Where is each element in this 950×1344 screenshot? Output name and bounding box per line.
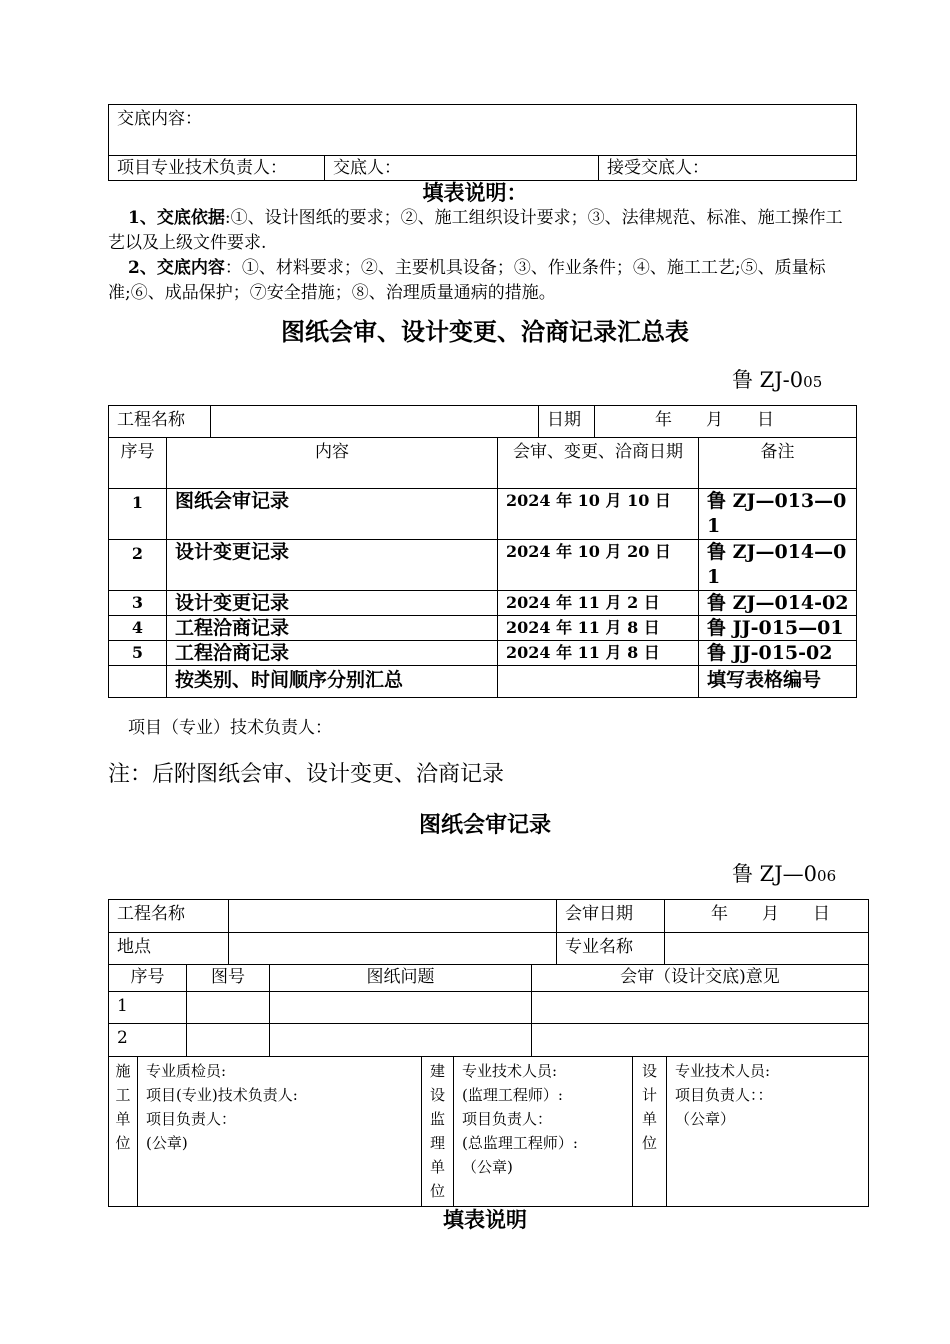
header-date	[498, 438, 699, 489]
supervision-line: （公章)	[462, 1158, 513, 1176]
supervision-line: (总监理工程师）:	[462, 1134, 578, 1152]
table-row	[109, 591, 857, 616]
design-line: 专业技术人员:	[675, 1062, 771, 1080]
unit-char: 单	[429, 1158, 445, 1176]
construction-unit-label	[109, 1057, 138, 1207]
review-header-row	[109, 965, 869, 992]
review-row-drawing	[187, 992, 270, 1024]
tech-lead-label: 项目专业技术负责人：	[117, 158, 287, 178]
review-row-issue	[270, 1024, 532, 1057]
tech-lead-cell	[109, 156, 325, 181]
row-content: 工程洽商记录	[167, 641, 498, 666]
construction-line: 专业质检员:	[146, 1062, 227, 1080]
discipline-value	[665, 933, 869, 965]
row-content: 设计变更记录	[167, 540, 498, 591]
review-footer-heading: 填表说明	[443, 1207, 527, 1232]
review-header-issue: 图纸问题	[270, 965, 532, 992]
handover-table	[108, 104, 857, 181]
row-content: 设计变更记录	[167, 591, 498, 616]
supervision-line: (监理工程师）:	[462, 1086, 563, 1104]
review-row-no: 2	[109, 1024, 187, 1057]
review-row-opinion	[532, 992, 869, 1024]
project-name-label: 工程名称	[117, 410, 185, 430]
row-note: 鲁 ZJ—014—01	[699, 540, 857, 591]
row-note: 填写表格编号	[699, 666, 857, 698]
item2-lead: 2、交底内容	[128, 258, 225, 278]
unit-char: 位	[115, 1134, 131, 1152]
row-date: 2024 年 11 月 8 日	[498, 641, 699, 666]
unit-char: 理	[429, 1134, 445, 1152]
project-name-value	[211, 406, 539, 438]
design-line: 项目负责人：：	[675, 1086, 773, 1104]
row-note: 鲁 ZJ—014-02	[699, 591, 857, 616]
row-note: 鲁 JJ-015—01	[699, 616, 857, 641]
item2-text: ：①、材料要求；②、主要机具设备；③、作业条件；④、施工工艺;⑤、质量标准;⑥、成品保护；⑦安全措施；⑧、治理质量通病的措施。	[108, 258, 826, 303]
review-header-table	[108, 899, 869, 965]
handover-content-cell	[109, 105, 857, 156]
row-content: 图纸会审记录	[167, 489, 498, 540]
presenter-cell	[325, 156, 599, 181]
supervision-line: 专业技术人员:	[462, 1062, 558, 1080]
header-content	[167, 438, 498, 489]
date-label-cell	[539, 406, 595, 438]
row-date: 2024 年 10 月 10 日	[498, 489, 699, 540]
row-date	[498, 666, 699, 698]
row-date: 2024 年 10 月 20 日	[498, 540, 699, 591]
review-code-sub: 06	[817, 867, 837, 885]
construction-line: 项目(专业)技术负责人:	[146, 1086, 298, 1104]
unit-char: 设	[641, 1062, 657, 1080]
header-no	[109, 438, 167, 489]
review-date-label-cell	[557, 900, 665, 933]
supervision-signatures	[454, 1057, 633, 1207]
review-form-code	[732, 860, 836, 890]
summary-code-main: 鲁 ZJ-0	[732, 368, 804, 392]
instructions-item-1	[108, 206, 858, 256]
receiver-label: 接受交底人：	[607, 158, 709, 178]
review-project-value	[229, 900, 557, 933]
row-note: 鲁 JJ-015-02	[699, 641, 857, 666]
unit-char: 施	[115, 1062, 131, 1080]
review-date-value-cell	[665, 900, 869, 933]
summary-title: 图纸会审、设计变更、洽商记录汇总表	[281, 317, 689, 346]
row-date: 2024 年 11 月 8 日	[498, 616, 699, 641]
summary-code-sub: 05	[803, 373, 823, 391]
review-code-main: 鲁 ZJ—0	[732, 862, 818, 886]
unit-char: 设	[429, 1086, 445, 1104]
row-no: 3	[109, 591, 167, 616]
supervision-unit-label	[422, 1057, 454, 1207]
review-row-issue	[270, 992, 532, 1024]
table-row	[109, 616, 857, 641]
unit-char: 单	[641, 1110, 657, 1128]
review-date-value: 年 月 日	[711, 904, 830, 924]
table-row	[109, 666, 857, 698]
header-note-text: 备注	[760, 442, 795, 462]
review-row-opinion	[532, 1024, 869, 1057]
table-row	[109, 540, 857, 591]
row-no	[109, 666, 167, 698]
instructions-item-2	[108, 256, 858, 306]
unit-char: 工	[115, 1086, 131, 1104]
receiver-cell	[599, 156, 857, 181]
instructions-heading: 填表说明：	[422, 180, 528, 205]
table-row	[109, 992, 869, 1024]
summary-signer: 项目（专业）技术负责人：	[128, 718, 332, 738]
design-line: （公章）	[675, 1110, 736, 1128]
signature-table	[108, 1056, 869, 1207]
table-row	[109, 489, 857, 540]
unit-char: 单	[115, 1110, 131, 1128]
supervision-line: 项目负责人：	[462, 1110, 553, 1128]
row-no: 5	[109, 641, 167, 666]
location-value	[229, 933, 557, 965]
row-content: 按类别、时间顺序分别汇总	[167, 666, 498, 698]
summary-note: 注：后附图纸会审、设计变更、洽商记录	[108, 762, 505, 787]
review-issues-table	[108, 964, 869, 1057]
row-no: 4	[109, 616, 167, 641]
header-content-text: 内容	[315, 442, 349, 462]
project-name-label-cell	[109, 406, 211, 438]
table-row	[109, 1024, 869, 1057]
review-header-no: 序号	[109, 965, 187, 992]
row-date: 2024 年 11 月 2 日	[498, 591, 699, 616]
construction-signatures	[138, 1057, 422, 1207]
date-label: 日期	[547, 410, 581, 430]
review-project-label-cell	[109, 900, 229, 933]
item1-lead: 1、交底依据	[128, 208, 225, 228]
presenter-label: 交底人：	[333, 158, 401, 178]
discipline-label: 专业名称	[565, 937, 633, 957]
row-no: 1	[109, 489, 167, 540]
summary-header-row	[109, 438, 857, 489]
review-row-no: 1	[109, 992, 187, 1024]
discipline-label-cell	[557, 933, 665, 965]
review-project-label: 工程名称	[117, 904, 185, 924]
review-header-opinion: 会审（设计交底)意见	[532, 965, 869, 992]
handover-content-label: 交底内容：	[117, 109, 202, 129]
unit-char: 位	[641, 1134, 657, 1152]
review-date-label: 会审日期	[565, 904, 633, 924]
construction-line: 项目负责人：	[146, 1110, 237, 1128]
summary-header-table	[108, 405, 857, 438]
header-note	[699, 438, 857, 489]
summary-form-code	[732, 366, 822, 396]
unit-char: 位	[429, 1182, 445, 1200]
review-row-drawing	[187, 1024, 270, 1057]
design-signatures	[667, 1057, 869, 1207]
location-label: 地点	[117, 937, 151, 957]
header-date-text: 会审、变更、洽商日期	[513, 442, 683, 462]
row-content: 工程洽商记录	[167, 616, 498, 641]
header-no-text: 序号	[120, 442, 155, 462]
date-value: 年 月 日	[655, 410, 774, 430]
summary-table	[108, 437, 857, 698]
review-header-drawing: 图号	[187, 965, 270, 992]
table-row	[109, 641, 857, 666]
item1-text: :①、设计图纸的要求；②、施工组织设计要求；③、法律规范、标准、施工操作工艺以及上级文件要求.	[108, 208, 843, 253]
unit-char: 建	[429, 1062, 445, 1080]
row-no: 2	[109, 540, 167, 591]
row-note: 鲁 ZJ—013—01	[699, 489, 857, 540]
location-label-cell	[109, 933, 229, 965]
construction-line: (公章)	[146, 1134, 188, 1152]
date-value-cell	[595, 406, 857, 438]
review-title: 图纸会审记录	[418, 812, 551, 838]
unit-char: 监	[429, 1110, 445, 1128]
design-unit-label	[633, 1057, 667, 1207]
unit-char: 计	[641, 1086, 657, 1104]
